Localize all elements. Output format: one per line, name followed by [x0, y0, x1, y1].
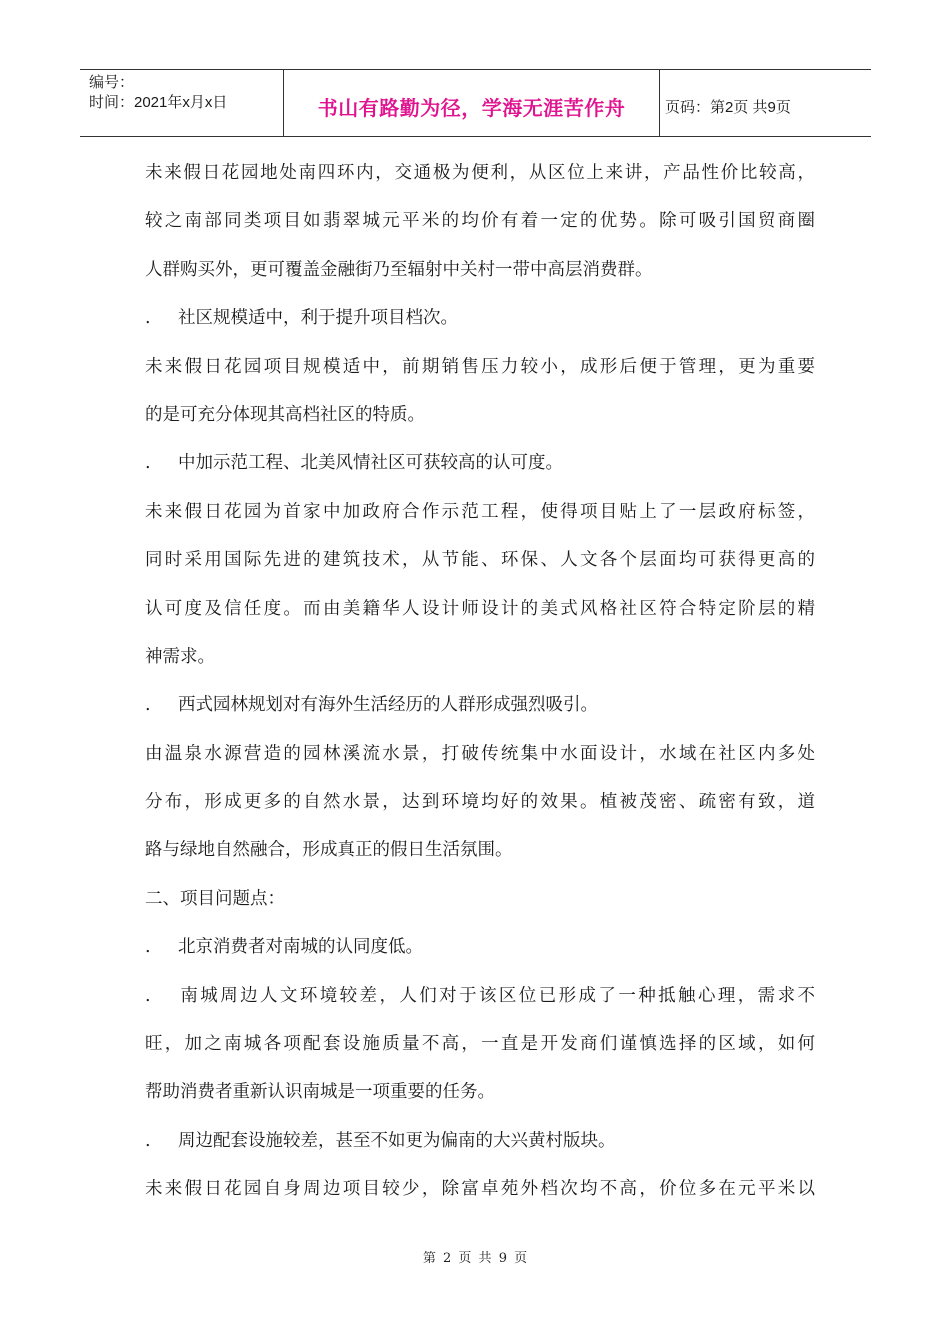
line-text: 的是可充分体现其高档社区的特质。 — [145, 404, 425, 425]
text-line — [145, 1020, 815, 1068]
bullet-marker: . — [145, 695, 151, 716]
text-line — [145, 197, 815, 245]
line-text: 周边配套设施较差，甚至不如更为偏南的大兴黄村版块。 — [178, 1130, 616, 1151]
text-line — [145, 294, 815, 342]
line-text: 神需求。 — [145, 646, 215, 667]
line-text: 未来假日花园自身周边项目较少，除富卓苑外档次均不高，价位多在元平米以 — [145, 1179, 815, 1200]
line-text: 旺，加之南城各项配套设施质量不高，一直是开发商们谨慎选择的区域，如何 — [145, 1034, 815, 1055]
text-line — [145, 633, 815, 681]
line-text: 北京消费者对南城的认同度低。 — [178, 937, 423, 958]
text-line — [145, 343, 815, 391]
text-line — [145, 875, 815, 923]
header-motto: 书山有路勤为径，学海无涯苦作舟 — [284, 70, 660, 136]
bullet-marker: . — [145, 308, 151, 329]
line-text: 西式园林规划对有海外生活经历的人群形成强烈吸引。 — [178, 695, 598, 716]
text-line — [145, 972, 815, 1020]
text-line — [145, 730, 815, 778]
line-text: 路与绿地自然融合，形成真正的假日生活氛围。 — [145, 840, 513, 861]
text-line — [145, 246, 815, 294]
line-text: 人群购买外，更可覆盖金融街乃至辐射中关村一带中高层消费群。 — [145, 259, 653, 280]
doc-number-label: 编号： — [89, 74, 135, 91]
bullet-marker: . — [145, 985, 151, 1006]
text-line — [145, 536, 815, 584]
header-page-info: 页码：第2页 共9页 — [665, 98, 791, 116]
text-line — [145, 923, 815, 971]
line-text: 二、项目问题点： — [145, 888, 285, 909]
document-header — [80, 69, 871, 137]
text-line — [145, 149, 815, 197]
line-text: 较之南部同类项目如翡翠城元平米的均价有着一定的优势。除可吸引国贸商圈 — [145, 211, 815, 232]
text-line — [145, 391, 815, 439]
line-text: 中加示范工程、北美风情社区可获较高的认可度。 — [178, 453, 563, 474]
text-line — [145, 488, 815, 536]
text-line — [145, 778, 815, 826]
line-text: 未来假日花园项目规模适中，前期销售压力较小，成形后便于管理，更为重要 — [145, 356, 815, 377]
text-line — [145, 439, 815, 487]
line-text: 未来假日花园为首家中加政府合作示范工程，使得项目贴上了一层政府标签， — [145, 501, 815, 522]
line-text: 同时采用国际先进的建筑技术，从节能、环保、人文各个层面均可获得更高的 — [145, 550, 815, 571]
line-text: 未来假日花园地处南四环内，交通极为便利，从区位上来讲，产品性价比较高， — [145, 163, 815, 183]
line-text: 帮助消费者重新认识南城是一项重要的任务。 — [145, 1082, 495, 1103]
text-line — [145, 1117, 815, 1165]
line-text: 社区规模适中，利于提升项目档次。 — [178, 308, 458, 329]
doc-time-label: 时间：2021年x月x日 — [89, 94, 228, 111]
page-footer: 第 2 页 共 9 页 — [422, 1251, 528, 1266]
line-text: 南城周边人文环境较差，人们对于该区位已形成了一种抵触心理，需求不 — [178, 985, 815, 1006]
bullet-marker: . — [145, 453, 151, 474]
text-line — [145, 1165, 815, 1213]
text-line — [145, 826, 815, 874]
text-line — [145, 585, 815, 633]
header-meta — [80, 70, 284, 136]
text-line — [145, 681, 815, 729]
line-text: 由温泉水源营造的园林溪流水景，打破传统集中水面设计，水域在社区内多处 — [145, 743, 815, 764]
document-body — [145, 149, 815, 1214]
text-line — [145, 1068, 815, 1116]
bullet-marker: . — [145, 937, 151, 958]
line-text: 认可度及信任度。而由美籍华人设计师设计的美式风格社区符合特定阶层的精 — [145, 598, 815, 619]
bullet-marker: . — [145, 1130, 151, 1151]
line-text: 分布，形成更多的自然水景，达到环境均好的效果。植被茂密、疏密有致，道 — [145, 792, 815, 813]
